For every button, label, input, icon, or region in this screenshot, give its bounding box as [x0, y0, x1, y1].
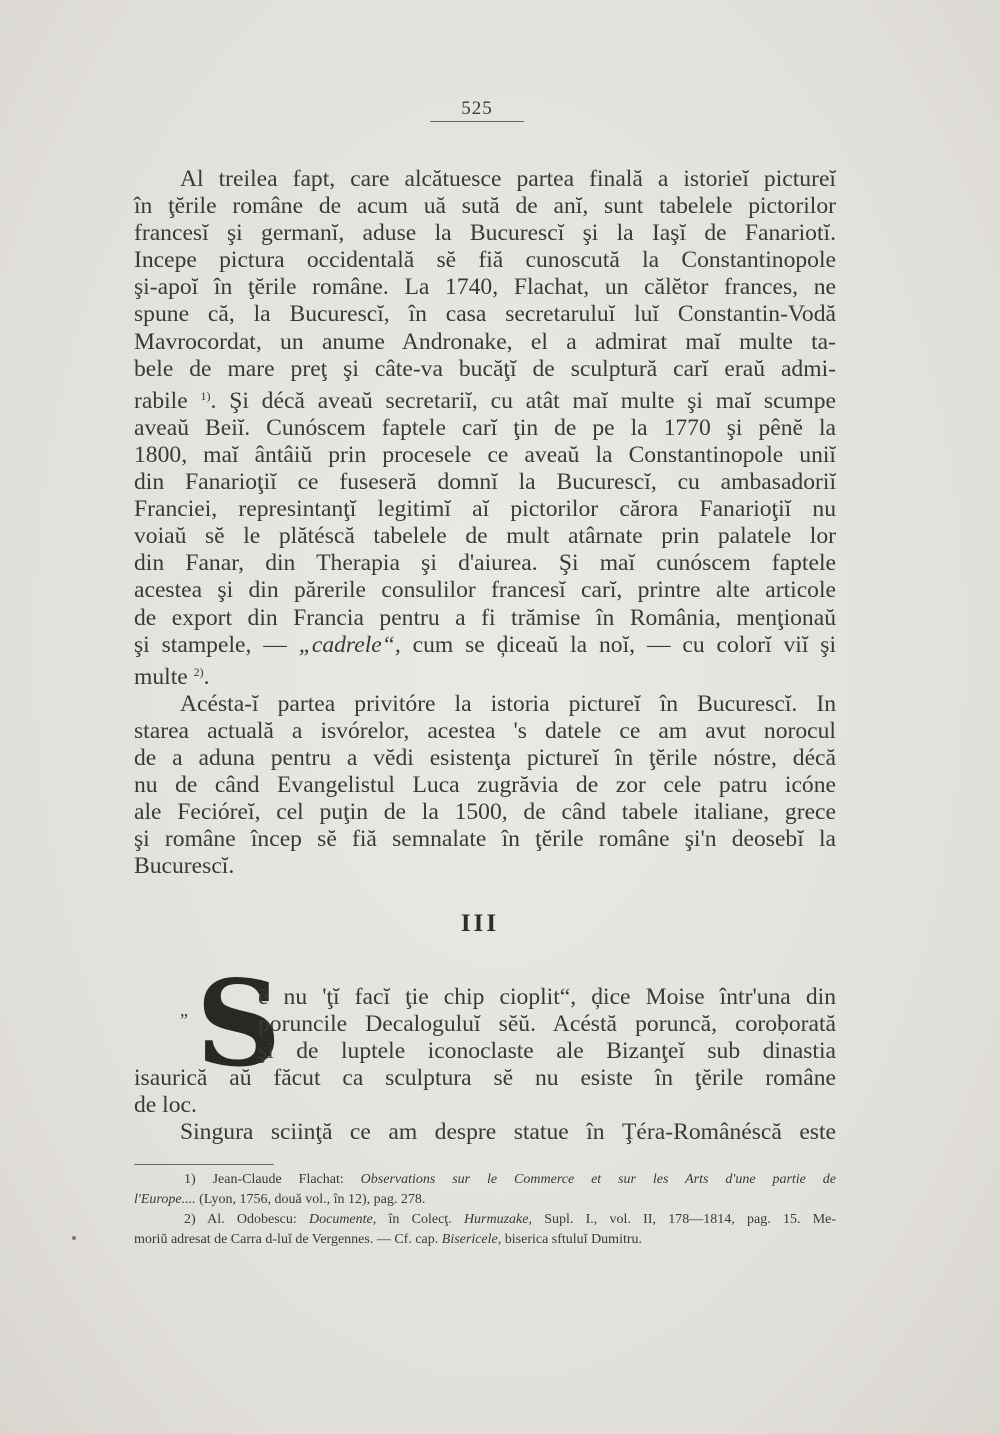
- text-line: de loc.: [134, 1092, 197, 1119]
- text-fragment: (Lyon, 1756, două vol., în 12), pag. 278.: [195, 1192, 426, 1207]
- text-line: [134, 659, 836, 691]
- section-2-text: [134, 1065, 836, 1119]
- text-line: isaurică aŭ făcut ca sculptura sĕ nu esiste în ţĕrile române: [134, 1065, 836, 1091]
- text-line: bele de mare preţ şi câte-va bucăţĭ de sculptură carĭ eraŭ admi-: [134, 355, 836, 382]
- text-fragment: rabile: [134, 387, 188, 414]
- text-line: Incepe pictura occidentală sĕ fiă cunoscută la Constantinopole: [134, 247, 836, 274]
- text-fragment: Supl. I., vol. II, 178—1814, pag. 15. Me-: [531, 1212, 837, 1227]
- text-line: nu de când Evangelistul Luca zugrăvia de zor cele patru icóne: [134, 772, 836, 799]
- text-line: Acésta-ĭ partea privitóre la istoria pictureĭ în Bucurescĭ. In: [180, 690, 836, 717]
- text-line: şi-apoĭ în ţĕrile române. La 1740, Flachat, un călĕtor frances, ne: [134, 274, 836, 301]
- text-fragment: moriŭ adresat de Carra d-luĭ de Vergennes. — Cf. cap.: [134, 1232, 442, 1247]
- text-line: starea actuală a isvórelor, acestea 's datele ce am avut norocul: [134, 717, 836, 744]
- text-line: şi române încep sĕ fiă semnalate în ţĕrile române şi'n deosebĭ la: [134, 826, 836, 853]
- text-line: ĕ nu 'ţĭ facĭ ţie chip cioplit“, ḑice Moise într'una din: [258, 984, 836, 1010]
- text-line: Bucurescĭ.: [134, 853, 235, 880]
- footnote-marker-1: 1): [200, 388, 211, 403]
- text-fragment: 1) Jean-Claude Flachat:: [184, 1172, 361, 1187]
- section-2-indented-text: [258, 984, 836, 1065]
- italic-title: l'Europe....: [134, 1192, 196, 1207]
- text-line: Singura sciinţă ce am despre statue în Ţéra-Românéscă este: [180, 1119, 836, 1145]
- text-line: Mavrocordat, un anume Andronake, el a admirat maĭ multe ta-: [134, 328, 836, 355]
- italic-title: Bisericele,: [441, 1232, 502, 1247]
- text-line: Al treilea fapt, care alcătuesce partea finală a istorieĭ pictureĭ: [180, 166, 836, 192]
- text-line: Franciei, represintanţĭ legitimĭ aĭ pictorilor cărora Fanarioţiĭ nu: [134, 496, 836, 523]
- text-line: din Fanarioţiĭ ce fuseseră domnĭ la Bucurescĭ, cu ambasadoriĭ: [134, 469, 836, 496]
- text-line: aveaŭ Beiĭ. Cunóscem faptele carĭ ţin de pe la 1770 şi pênĕ la: [134, 414, 836, 441]
- text-line: [134, 632, 836, 659]
- section-heading: III: [460, 910, 500, 937]
- text-fragment: . Şi décă aveaŭ secretariĭ, cu atât maĭ multe şi maĭ scumpe: [210, 387, 836, 414]
- text-line: acestea şi din părerile consulilor francesĭ carĭ, printre alte articole: [134, 577, 836, 604]
- text-line: 1800, maĭ ântâiŭ prin procesele ce aveaŭ la Constantinopole uniĭ: [134, 441, 836, 468]
- text-fragment: şi stampele, —: [134, 631, 299, 658]
- italic-title: Documente,: [309, 1212, 377, 1227]
- text-fragment: în Colecţ.: [376, 1212, 464, 1227]
- text-line: de a aduna pentru a vĕdi esistenţa pictureĭ în ţĕrile nóstre, décă: [134, 744, 836, 771]
- italic-term: „cadrele“,: [298, 631, 401, 658]
- section-2-paragraph: [134, 1119, 836, 1146]
- text-fragment: .: [203, 663, 210, 690]
- drop-cap-letter: S: [196, 954, 282, 1093]
- text-line: din Fanar, din Therapia şi d'aiurea. Şi maĭ cunóscem faptele: [134, 550, 836, 577]
- footnote-2-line: [134, 1210, 836, 1230]
- text-fragment: cum se ḑiceaŭ la noĭ, — cu colorĭ viĭ şi: [400, 631, 836, 658]
- text-line: spune că, la Bucurescĭ, în casa secretaruluĭ luĭ Constantin-Vodă: [134, 301, 836, 328]
- text-fragment: 2) Al. Odobescu:: [184, 1212, 309, 1227]
- page-number: 525: [461, 98, 493, 119]
- text-line: voiaŭ sĕ le plătéscă tabelele de mult atârnate prin palatele lor: [134, 523, 836, 550]
- page-number-rule: [430, 121, 524, 122]
- text-line: şi de luptele iconoclaste ale Bizanţeĭ sub dinastia: [258, 1038, 836, 1065]
- footnote-1-line: [134, 1190, 836, 1210]
- footnotes: [134, 1170, 836, 1250]
- margin-speck: [72, 1236, 76, 1240]
- text-line: ale Fecióreĭ, cel puţin de la 1500, de când tabele italiane, grece: [134, 799, 836, 826]
- text-line: francesĭ şi germanĭ, aduse la Bucurescĭ şi la Iaşĭ de Fanariotĭ.: [134, 220, 836, 247]
- italic-title: Hurmuzake,: [463, 1212, 532, 1227]
- footnote-2-line: [134, 1230, 836, 1250]
- section-1-text: [134, 166, 836, 880]
- text-line: în ţĕrile române de acum uă sută de anĭ, sunt tabelele pictorilor: [134, 193, 836, 220]
- italic-title: Observations sur le Commerce et sur les Arts d'une partie de: [360, 1172, 837, 1187]
- footnote-1-line: [134, 1170, 836, 1190]
- footnote-rule: [134, 1164, 274, 1165]
- opening-quote-mark: „: [180, 1000, 188, 1020]
- text-line: [134, 383, 836, 415]
- text-line: de export din Francia pentru a fi trămise în România, menţionaŭ: [134, 604, 836, 631]
- text-fragment: biserica sftuluĭ Dumitru.: [501, 1232, 643, 1247]
- text-line: poruncile Decaloguluĭ sĕŭ. Acéstă poruncă, coroḅorată: [258, 1011, 836, 1038]
- text-fragment: multe: [134, 663, 188, 690]
- footnote-marker-2: 2): [193, 664, 204, 679]
